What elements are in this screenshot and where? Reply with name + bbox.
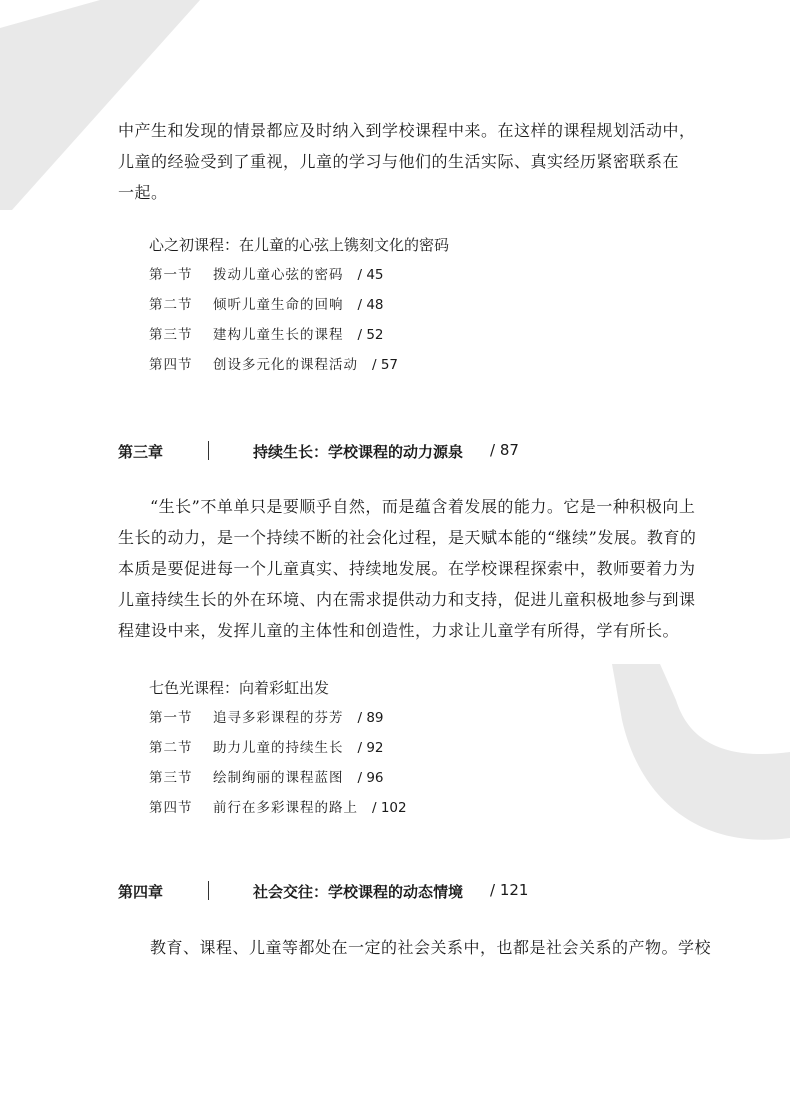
- chapter-title: 社会交往：学校课程的动态情境: [253, 883, 464, 901]
- chapter-page-number: / 121: [490, 881, 529, 899]
- chapter-4-paragraph: [118, 932, 712, 963]
- toc-entry[interactable]: [149, 793, 407, 823]
- chapter-divider: [208, 881, 209, 900]
- toc-entry[interactable]: [149, 733, 407, 763]
- toc-entry[interactable]: [149, 260, 449, 290]
- toc-section-label: 第一节: [149, 267, 193, 283]
- toc-section-label: 第四节: [149, 357, 193, 373]
- chapter-divider: [208, 441, 209, 460]
- toc-section-name: 前行在多彩课程的路上: [213, 800, 358, 816]
- paragraph-line: 程建设中来，发挥儿童的主体性和创造性，力求让儿童学有所得，学有所长。: [118, 621, 680, 640]
- toc-page-number: / 57: [372, 357, 399, 373]
- chapter-heading-4[interactable]: [118, 881, 678, 905]
- toc-section-name: 绘制绚丽的课程蓝图: [213, 770, 344, 786]
- toc-section-name: 建构儿童生长的课程: [213, 327, 344, 343]
- paragraph-line: 本质是要促进每一个儿童真实、持续地发展。在学校课程探索中，教师要着力为: [118, 559, 696, 578]
- toc-section-name: 拨动儿童心弦的密码: [213, 267, 344, 283]
- paragraph-line: 生长的动力，是一个持续不断的社会化过程，是天赋本能的“继续”发展。教育的: [118, 528, 697, 547]
- toc-page-number: / 102: [372, 800, 407, 816]
- toc-entry[interactable]: [149, 703, 407, 733]
- paragraph-line: 教育、课程、儿童等都处在一定的社会关系中，也都是社会关系的产物。学校: [150, 938, 712, 957]
- toc-title: 七色光课程：向着彩虹出发: [149, 679, 330, 697]
- chapter-title: 持续生长：学校课程的动力源泉: [253, 443, 464, 461]
- toc-page-number: / 89: [357, 710, 384, 726]
- chapter-label: 第三章: [118, 443, 164, 461]
- paragraph-line: 一起。: [118, 183, 168, 202]
- toc-section-name: 追寻多彩课程的芬芳: [213, 710, 344, 726]
- toc-page-number: / 92: [357, 740, 384, 756]
- chapter-heading-3[interactable]: [118, 441, 678, 465]
- chapter-label: 第四章: [118, 883, 164, 901]
- toc-section-name: 创设多元化的课程活动: [213, 357, 358, 373]
- paragraph-line: 儿童持续生长的外在环境、内在需求提供动力和支持，促进儿童积极地参与到课: [118, 590, 696, 609]
- toc-section-label: 第一节: [149, 710, 193, 726]
- toc-block-xinzhichu: [149, 230, 449, 380]
- toc-section-label: 第四节: [149, 800, 193, 816]
- toc-section-name: 助力儿童的持续生长: [213, 740, 344, 756]
- intro-paragraph: [118, 115, 696, 208]
- chapter-page-number: / 87: [490, 441, 519, 459]
- toc-page-number: / 48: [357, 297, 384, 313]
- toc-block-qisheguang: [149, 673, 407, 823]
- toc-section-label: 第二节: [149, 740, 193, 756]
- paragraph-line: “生长”不单单只是要顺乎自然，而是蕴含着发展的能力。它是一种积极向上: [150, 497, 696, 516]
- toc-entry[interactable]: [149, 350, 449, 380]
- toc-entry[interactable]: [149, 763, 407, 793]
- toc-entry[interactable]: [149, 290, 449, 320]
- chapter-3-paragraph: [118, 491, 697, 646]
- paragraph-line: 儿童的经验受到了重视，儿童的学习与他们的生活实际、真实经历紧密联系在: [118, 152, 680, 171]
- toc-section-label: 第三节: [149, 770, 193, 786]
- right-hook-shape: [612, 664, 790, 840]
- toc-page-number: / 96: [357, 770, 384, 786]
- toc-section-label: 第三节: [149, 327, 193, 343]
- toc-section-label: 第二节: [149, 297, 193, 313]
- toc-page-number: / 45: [357, 267, 384, 283]
- toc-page-number: / 52: [357, 327, 384, 343]
- paragraph-line: 中产生和发现的情景都应及时纳入到学校课程中来。在这样的课程规划活动中，: [118, 121, 696, 140]
- toc-title: 心之初课程：在儿童的心弦上镌刻文化的密码: [149, 236, 450, 254]
- toc-section-name: 倾听儿童生命的回响: [213, 297, 344, 313]
- toc-entry[interactable]: [149, 320, 449, 350]
